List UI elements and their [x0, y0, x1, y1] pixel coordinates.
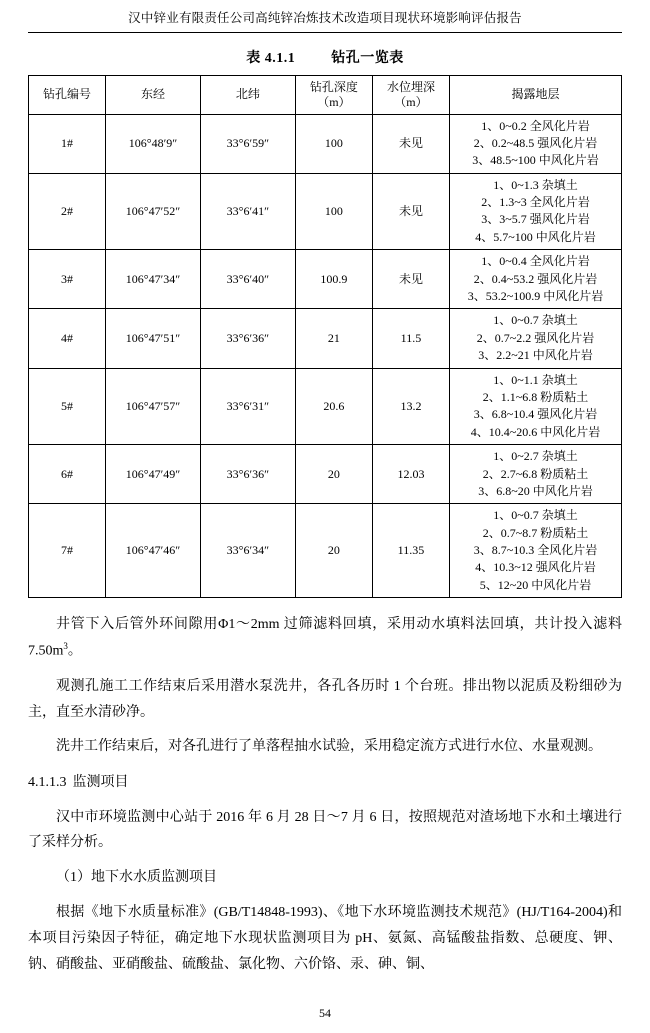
cell-depth: 20 [295, 445, 372, 504]
cell-strata [449, 445, 621, 504]
paragraph-monitoring-date: 汉中市环境监测中心站于 2016 年 6 月 28 日～7 月 6 日，按照规范对渣场地下水和土壤进行了采样分析。 [28, 809, 622, 851]
strata-line: 1、0~0.7 杂填土 [493, 508, 578, 523]
cell-north: 33°6′36″ [200, 445, 295, 504]
strata-line: 4、5.7~100 中风化片岩 [475, 229, 596, 244]
column-header-east: 东经 [106, 75, 201, 114]
section-title: 监测项目 [72, 775, 129, 791]
cell-id: 7# [29, 504, 106, 598]
strata-line: 2、0.7~8.7 粉质粘土 [482, 525, 589, 540]
strata-line: 1、0~1.1 杂填土 [493, 372, 578, 387]
strata-line: 3、48.5~100 中风化片岩 [472, 153, 599, 168]
cell-water-level: 13.2 [372, 368, 449, 445]
strata-line: 3、6.8~10.4 强风化片岩 [473, 407, 598, 422]
cell-id: 5# [29, 368, 106, 445]
strata-line: 3、8.7~10.3 全风化片岩 [473, 543, 598, 558]
table-number: 表 4.1.1 [246, 50, 296, 66]
strata-line: 2、0.4~53.2 强风化片岩 [473, 271, 598, 286]
cell-water-level: 未见 [372, 250, 449, 309]
cell-depth: 21 [295, 309, 372, 368]
cell-strata [449, 368, 621, 445]
cell-north: 33°6′59″ [200, 114, 295, 173]
cell-strata [449, 504, 621, 598]
column-header-water-level-line2: （m） [394, 94, 428, 109]
cell-water-level: 11.35 [372, 504, 449, 598]
page-number: 54 [319, 1006, 331, 1020]
cell-east: 106°48′9″ [106, 114, 201, 173]
table-header-row [29, 75, 622, 114]
strata-line: 2、1.1~6.8 粉质粘土 [482, 389, 589, 404]
cell-water-level: 11.5 [372, 309, 449, 368]
drill-hole-table [28, 75, 622, 599]
table-caption [28, 47, 622, 67]
strata-line: 2、0.2~48.5 强风化片岩 [473, 135, 598, 150]
cell-east: 106°47′49″ [106, 445, 201, 504]
cell-depth: 100 [295, 173, 372, 250]
table-row [29, 368, 622, 445]
cell-id: 4# [29, 309, 106, 368]
strata-line: 1、0~2.7 杂填土 [493, 449, 578, 464]
cell-strata [449, 114, 621, 173]
table-row [29, 114, 622, 173]
cell-depth: 100 [295, 114, 372, 173]
cell-id: 3# [29, 250, 106, 309]
column-header-depth-line2: （m） [317, 94, 351, 109]
column-header-water-level-line1: 水位埋深 [386, 79, 435, 94]
cell-north: 33°6′34″ [200, 504, 295, 598]
paragraph-groundwater-items-label: （1）地下水水质监测项目 [56, 870, 217, 886]
cell-north: 33°6′36″ [200, 309, 295, 368]
section-number: 4.1.1.3 [28, 775, 67, 791]
cell-north: 33°6′40″ [200, 250, 295, 309]
paragraph-backfill-end: 。 [67, 643, 82, 659]
paragraph-well-washing: 观测孔施工工作结束后采用潜水泵洗井，各孔各历时 1 个台班。排出物以泥质及粉细砂为主，直至水清砂净。 [28, 678, 622, 720]
cell-strata [449, 250, 621, 309]
strata-line: 3、53.2~100.9 中风化片岩 [467, 289, 604, 304]
cell-depth: 20.6 [295, 368, 372, 445]
cell-water-level: 未见 [372, 114, 449, 173]
paragraph-standards: 根据《地下水质量标准》(GB/T14848-1993)、《地下水环境监测技术规范》(HJ/T164-2004)和本项目污染因子特征，确定地下水现状监测项目为 pH、氨氮、高锰酸盐指数、总硬度、钾、钠、硝酸盐、亚硝酸盐、硫酸盐、氯化物、六价铬、汞、砷、铜、 [28, 905, 622, 973]
cell-north: 33°6′41″ [200, 173, 295, 250]
paragraph-pumping-test: 洗井工作结束后，对各孔进行了单落程抽水试验，采用稳定流方式进行水位、水量观测。 [56, 739, 602, 755]
strata-line: 1、0~0.7 杂填土 [493, 313, 578, 328]
table-row [29, 173, 622, 250]
paragraph-backfill-text: 井管下入后管外环间隙用Φ1～2mm 过筛滤料回填，采用动水填料法回填，共计投入滤料 7.50m [28, 617, 622, 659]
cell-water-level: 未见 [372, 173, 449, 250]
section-heading [28, 770, 622, 795]
column-header-id: 钻孔编号 [29, 75, 106, 114]
cell-strata [449, 173, 621, 250]
strata-line: 2、1.3~3 全风化片岩 [481, 195, 590, 210]
cell-water-level: 12.03 [372, 445, 449, 504]
column-header-strata: 揭露地层 [449, 75, 621, 114]
strata-line: 4、10.4~20.6 中风化片岩 [470, 424, 601, 439]
strata-line: 2、2.7~6.8 粉质粘土 [482, 466, 589, 481]
strata-line: 3、6.8~20 中风化片岩 [478, 483, 593, 498]
cell-id: 1# [29, 114, 106, 173]
column-header-depth [295, 75, 372, 114]
table-row [29, 445, 622, 504]
cell-depth: 100.9 [295, 250, 372, 309]
cell-east: 106°47′52″ [106, 173, 201, 250]
cell-east: 106°47′57″ [106, 368, 201, 445]
strata-line: 1、0~1.3 杂填土 [493, 177, 578, 192]
table-row [29, 504, 622, 598]
strata-line: 4、10.3~12 强风化片岩 [475, 560, 596, 575]
strata-line: 1、0~0.4 全风化片岩 [481, 254, 590, 269]
column-header-water-level [372, 75, 449, 114]
table-row [29, 250, 622, 309]
strata-line: 5、12~20 中风化片岩 [479, 577, 592, 592]
strata-line: 1、0~0.2 全风化片岩 [481, 118, 590, 133]
strata-line: 2、0.7~2.2 强风化片岩 [476, 330, 595, 345]
page-header: 汉中锌业有限责任公司高纯锌冶炼技术改造项目现状环境影响评估报告 [28, 10, 622, 33]
cell-strata [449, 309, 621, 368]
cell-east: 106°47′34″ [106, 250, 201, 309]
table-row [29, 309, 622, 368]
column-header-north: 北纬 [200, 75, 295, 114]
strata-line: 3、3~5.7 强风化片岩 [481, 212, 590, 227]
paragraph-backfill [28, 612, 622, 664]
strata-line: 3、2.2~21 中风化片岩 [478, 348, 593, 363]
cell-id: 2# [29, 173, 106, 250]
column-header-depth-line1: 钻孔深度 [309, 79, 358, 94]
cell-depth: 20 [295, 504, 372, 598]
cell-id: 6# [29, 445, 106, 504]
cell-east: 106°47′51″ [106, 309, 201, 368]
table-name: 钻孔一览表 [331, 50, 404, 66]
cell-north: 33°6′31″ [200, 368, 295, 445]
cubic-meter-superscript: 3 [63, 641, 68, 652]
cell-east: 106°47′46″ [106, 504, 201, 598]
